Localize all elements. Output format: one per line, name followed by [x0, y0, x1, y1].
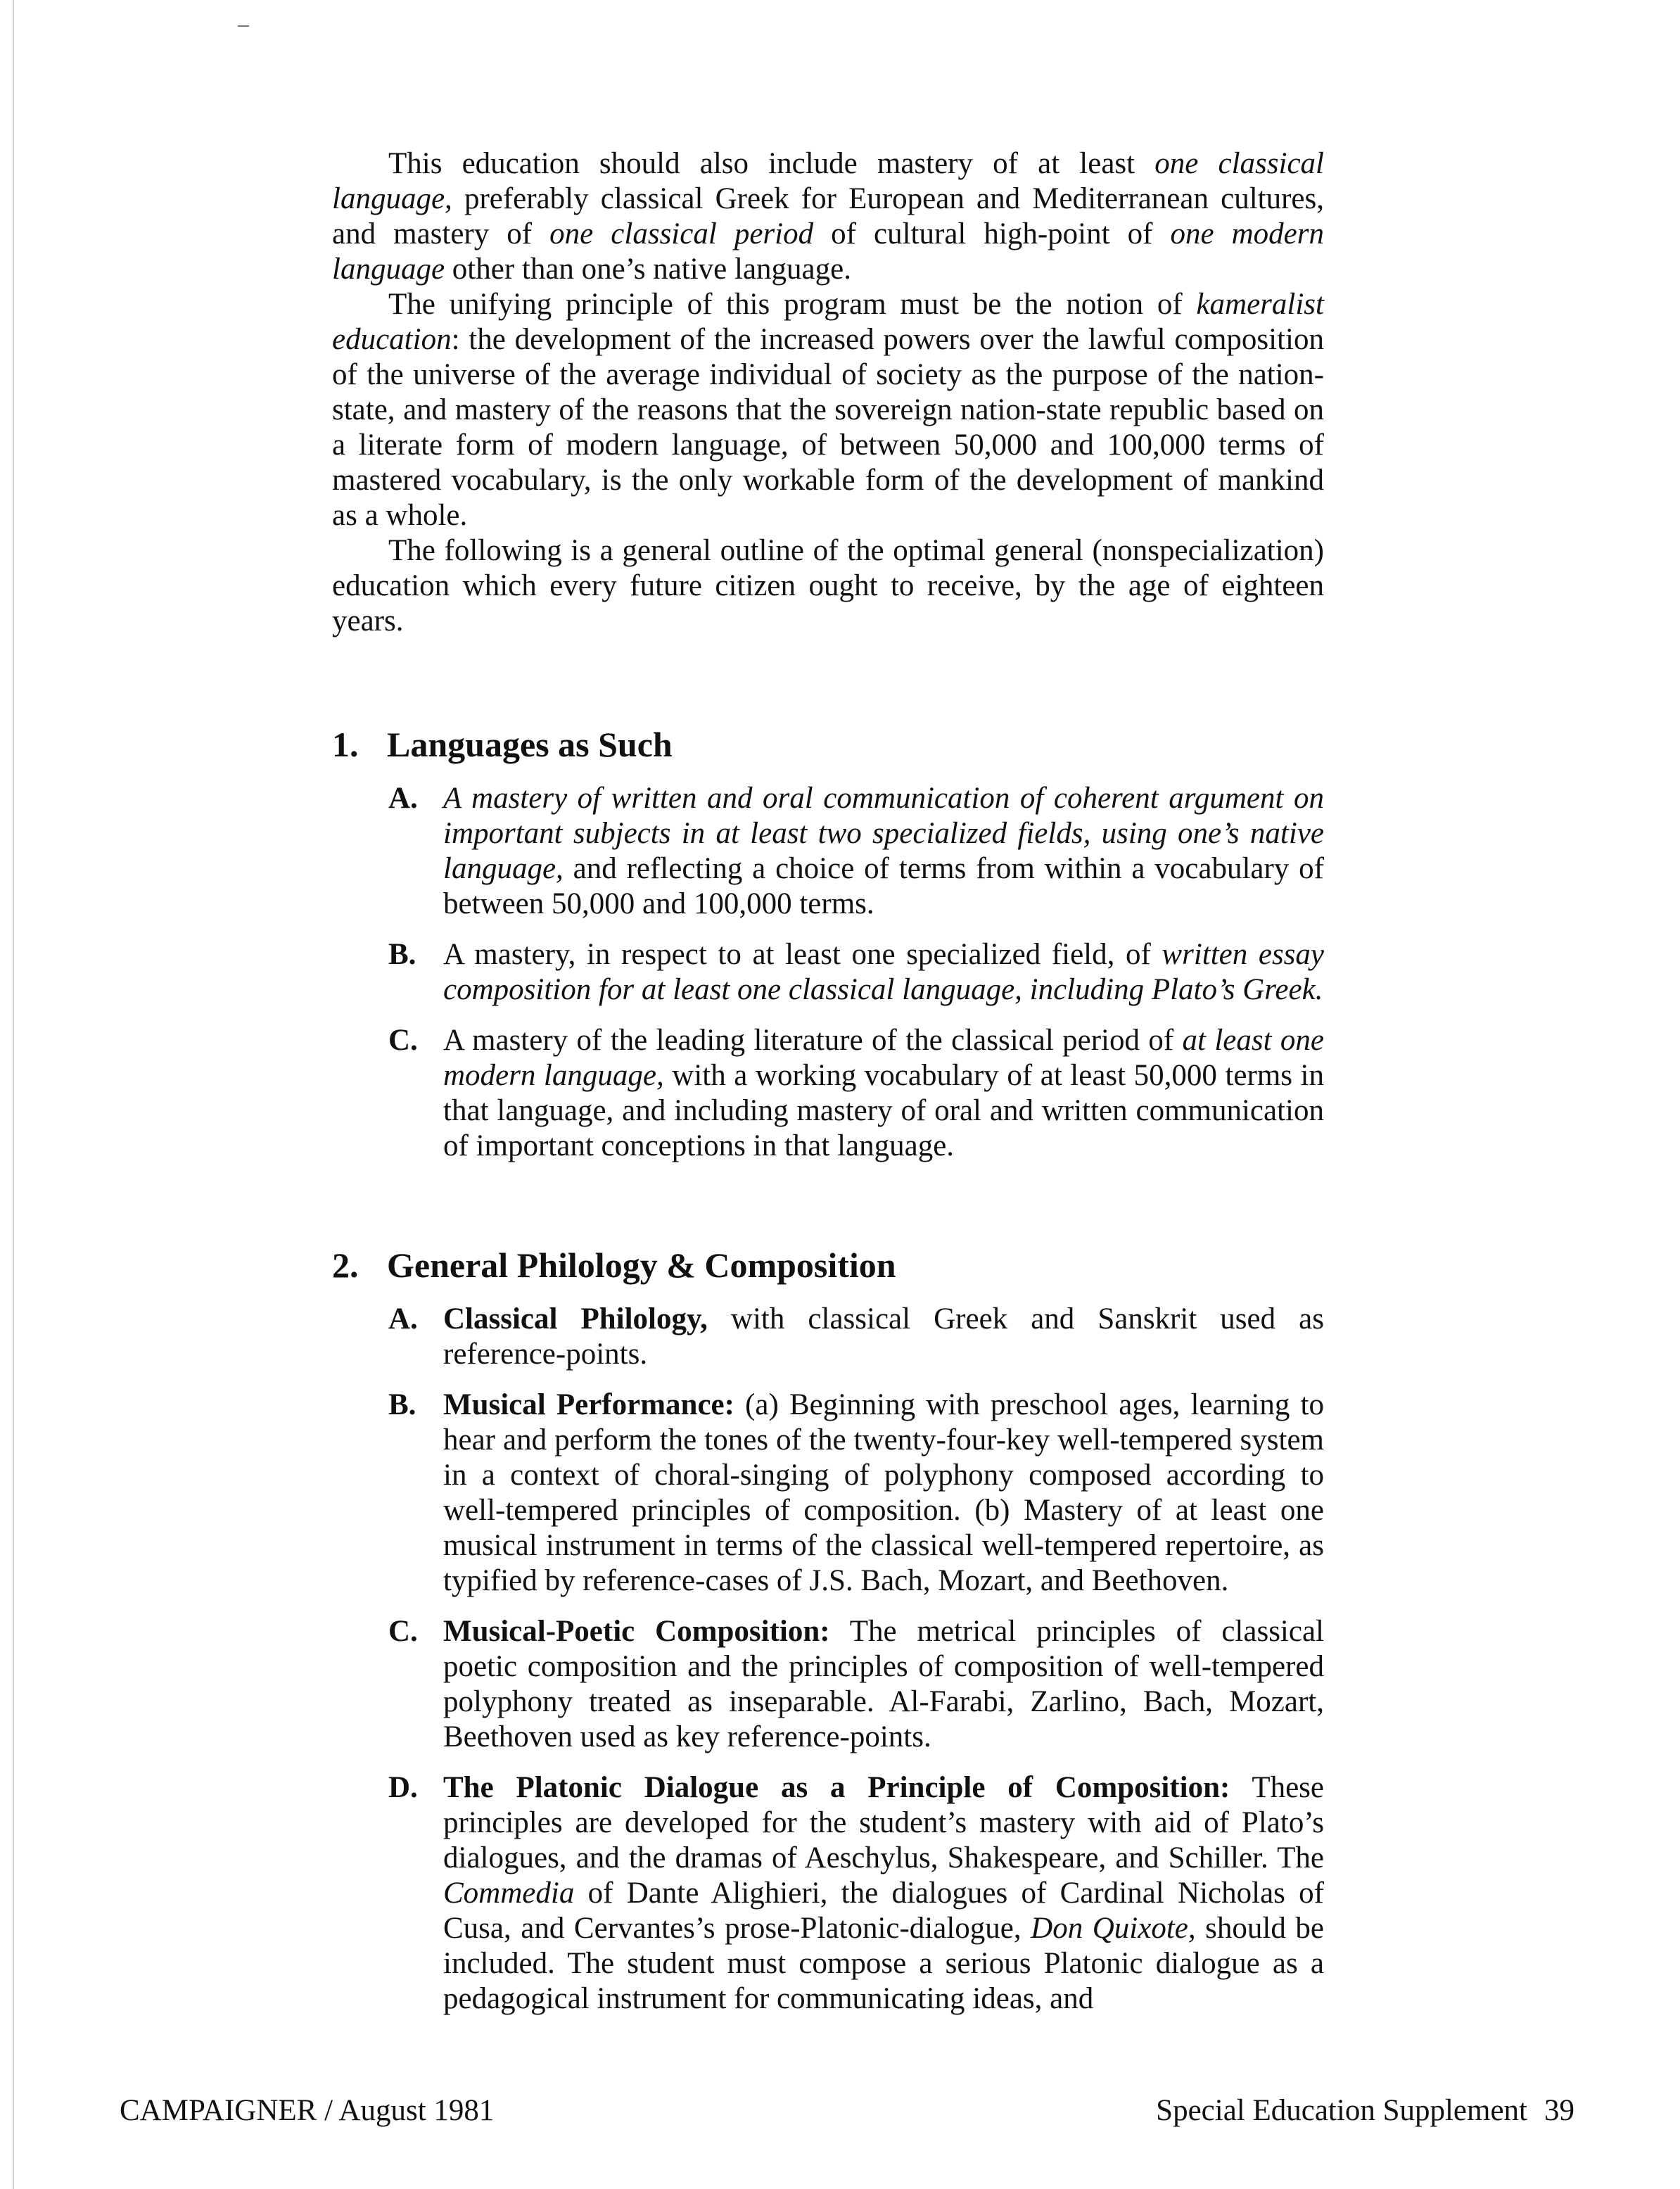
list-item: [332, 1023, 1324, 1164]
section-2-heading: [332, 1244, 1324, 1286]
list-item: [332, 1302, 1324, 1372]
text-run: preferably classical Greek for European and Mediterranean cultures, and mastery of: [332, 182, 1324, 250]
intro-paragraph-2: [332, 287, 1324, 533]
text-run: A mastery of the leading literature of the classical period of: [443, 1024, 1183, 1057]
text-run: of cultural high-point of: [813, 217, 1171, 250]
scan-mark: [238, 25, 249, 27]
item-heading: Musical Performance:: [443, 1388, 734, 1421]
list-item: [332, 1614, 1324, 1755]
section-2: [332, 1244, 1324, 2017]
list-item: [332, 1770, 1324, 2017]
text-run: should be included. The student must compose a serious Platonic dialogue as a pedagogical instrument for communicating ideas, and: [443, 1912, 1324, 2015]
item-heading: Classical Philology,: [443, 1302, 708, 1335]
footer-publication: CAMPAIGNER / August 1981: [120, 2094, 495, 2127]
section-2-title: General Philology & Composition: [387, 1245, 896, 1285]
page-number: 39: [1544, 2094, 1574, 2127]
intro-text: [332, 146, 1324, 639]
item-text: [443, 1388, 1324, 1599]
list-item: [332, 1388, 1324, 1599]
emphasis-text: Don Quixote,: [1031, 1912, 1196, 1945]
item-letter: B.: [388, 1388, 416, 1421]
text-run: with classical Greek and Sanskrit used as reference-points.: [443, 1302, 1324, 1371]
text-run: with a working vocabulary of at least 50,000 terms in that language, and including mastery of oral and written communication of important conceptions in that language.: [443, 1059, 1324, 1162]
item-text: [443, 781, 1324, 922]
footer-section-label: Special Education Supplement: [1156, 2094, 1527, 2127]
emphasis-text: at least one modern language,: [443, 1024, 1324, 1092]
emphasis-text: one classical period: [549, 217, 814, 250]
item-text: [443, 1614, 1324, 1755]
item-heading: Musical-Poetic Composition:: [443, 1615, 830, 1648]
footer-section: [1156, 2093, 1574, 2128]
item-letter: C.: [388, 1615, 418, 1648]
section-2-number: 2.: [332, 1245, 359, 1285]
item-text: [443, 1023, 1324, 1164]
text-run: other than one’s native language.: [445, 253, 851, 286]
text-run: This education should also include mastery of at least: [388, 147, 1155, 180]
item-text: [443, 1302, 1324, 1372]
emphasis-text: A mastery of written and oral communication of coherent argument on important subjects in at least two specialized fields, using one’s native language,: [443, 782, 1324, 885]
intro-paragraph-1: [332, 146, 1324, 287]
item-letter: C.: [388, 1024, 418, 1057]
item-letter: B.: [388, 938, 416, 971]
emphasis-text: Commedia: [443, 1877, 575, 1910]
emphasis-text: kameralist education: [332, 288, 1324, 356]
intro-paragraph-3: [332, 533, 1324, 639]
item-text: [443, 1770, 1324, 2017]
item-letter: A.: [388, 1302, 418, 1335]
emphasis-text: one modern language: [332, 217, 1324, 286]
text-run: The metrical principles of classical poetic composition and the principles of composition of well-tempered polyphony treated as inseparable. Al-Farabi, Zarlino, Bach, Mozart, Beethoven used as key reference-points.: [443, 1615, 1324, 1753]
text-run: A mastery, in respect to at least one specialized field, of: [443, 938, 1162, 971]
section-1-heading: [332, 723, 1324, 766]
text-run: (a) Beginning with preschool ages, learning to hear and perform the tones of the twenty-four-key well-tempered system in a context of choral-singing of polyphony composed according to well-tempered principles of composition. (b) Mastery of at least one musical instrument in terms of the classical well-tempered repertoire, as typified by reference-cases of J.S. Bach, Mozart, and Beethoven.: [443, 1388, 1324, 1597]
section-1-title: Languages as Such: [387, 725, 673, 764]
section-1-number: 1.: [332, 725, 359, 764]
text-run: and reflecting a choice of terms from within a vocabulary of between 50,000 and 100,000 terms.: [443, 852, 1324, 920]
text-run: The following is a general outline of the optimal general (nonspecialization) education which every future citizen ought to receive, by the age of eighteen years.: [332, 534, 1324, 637]
text-run: of Dante Alighieri, the dialogues of Cardinal Nicholas of Cusa, and Cervantes’s prose-Platonic-dialogue,: [443, 1877, 1324, 1945]
text-run: These principles are developed for the student’s mastery with aid of Plato’s dialogues, and the dramas of Aeschylus, Shakespeare, and Schiller. The: [443, 1771, 1324, 1874]
section-1: [332, 723, 1324, 1164]
list-item: [332, 937, 1324, 1008]
item-text: [443, 937, 1324, 1008]
text-run: : the development of the increased powers over the lawful composition of the universe of the average individual of society as the purpose of the nation-state, and mastery of the reasons that the sovereign nation-state republic based on a literate form of modern language, of between 50,000 and 100,000 terms of mastered vocabulary, is the only workable form of the development of mankind as a whole.: [332, 323, 1324, 532]
item-heading: The Platonic Dialogue as a Principle of Composition:: [443, 1771, 1230, 1804]
list-item: [332, 781, 1324, 922]
item-letter: A.: [388, 782, 418, 815]
page-edge: [13, 0, 14, 2189]
emphasis-text: written essay composition for at least one classical language, including Plato’s Greek.: [443, 938, 1324, 1006]
text-run: The unifying principle of this program must be the notion of: [388, 288, 1197, 321]
emphasis-text: one classical language,: [332, 147, 1324, 215]
item-letter: D.: [388, 1771, 418, 1804]
